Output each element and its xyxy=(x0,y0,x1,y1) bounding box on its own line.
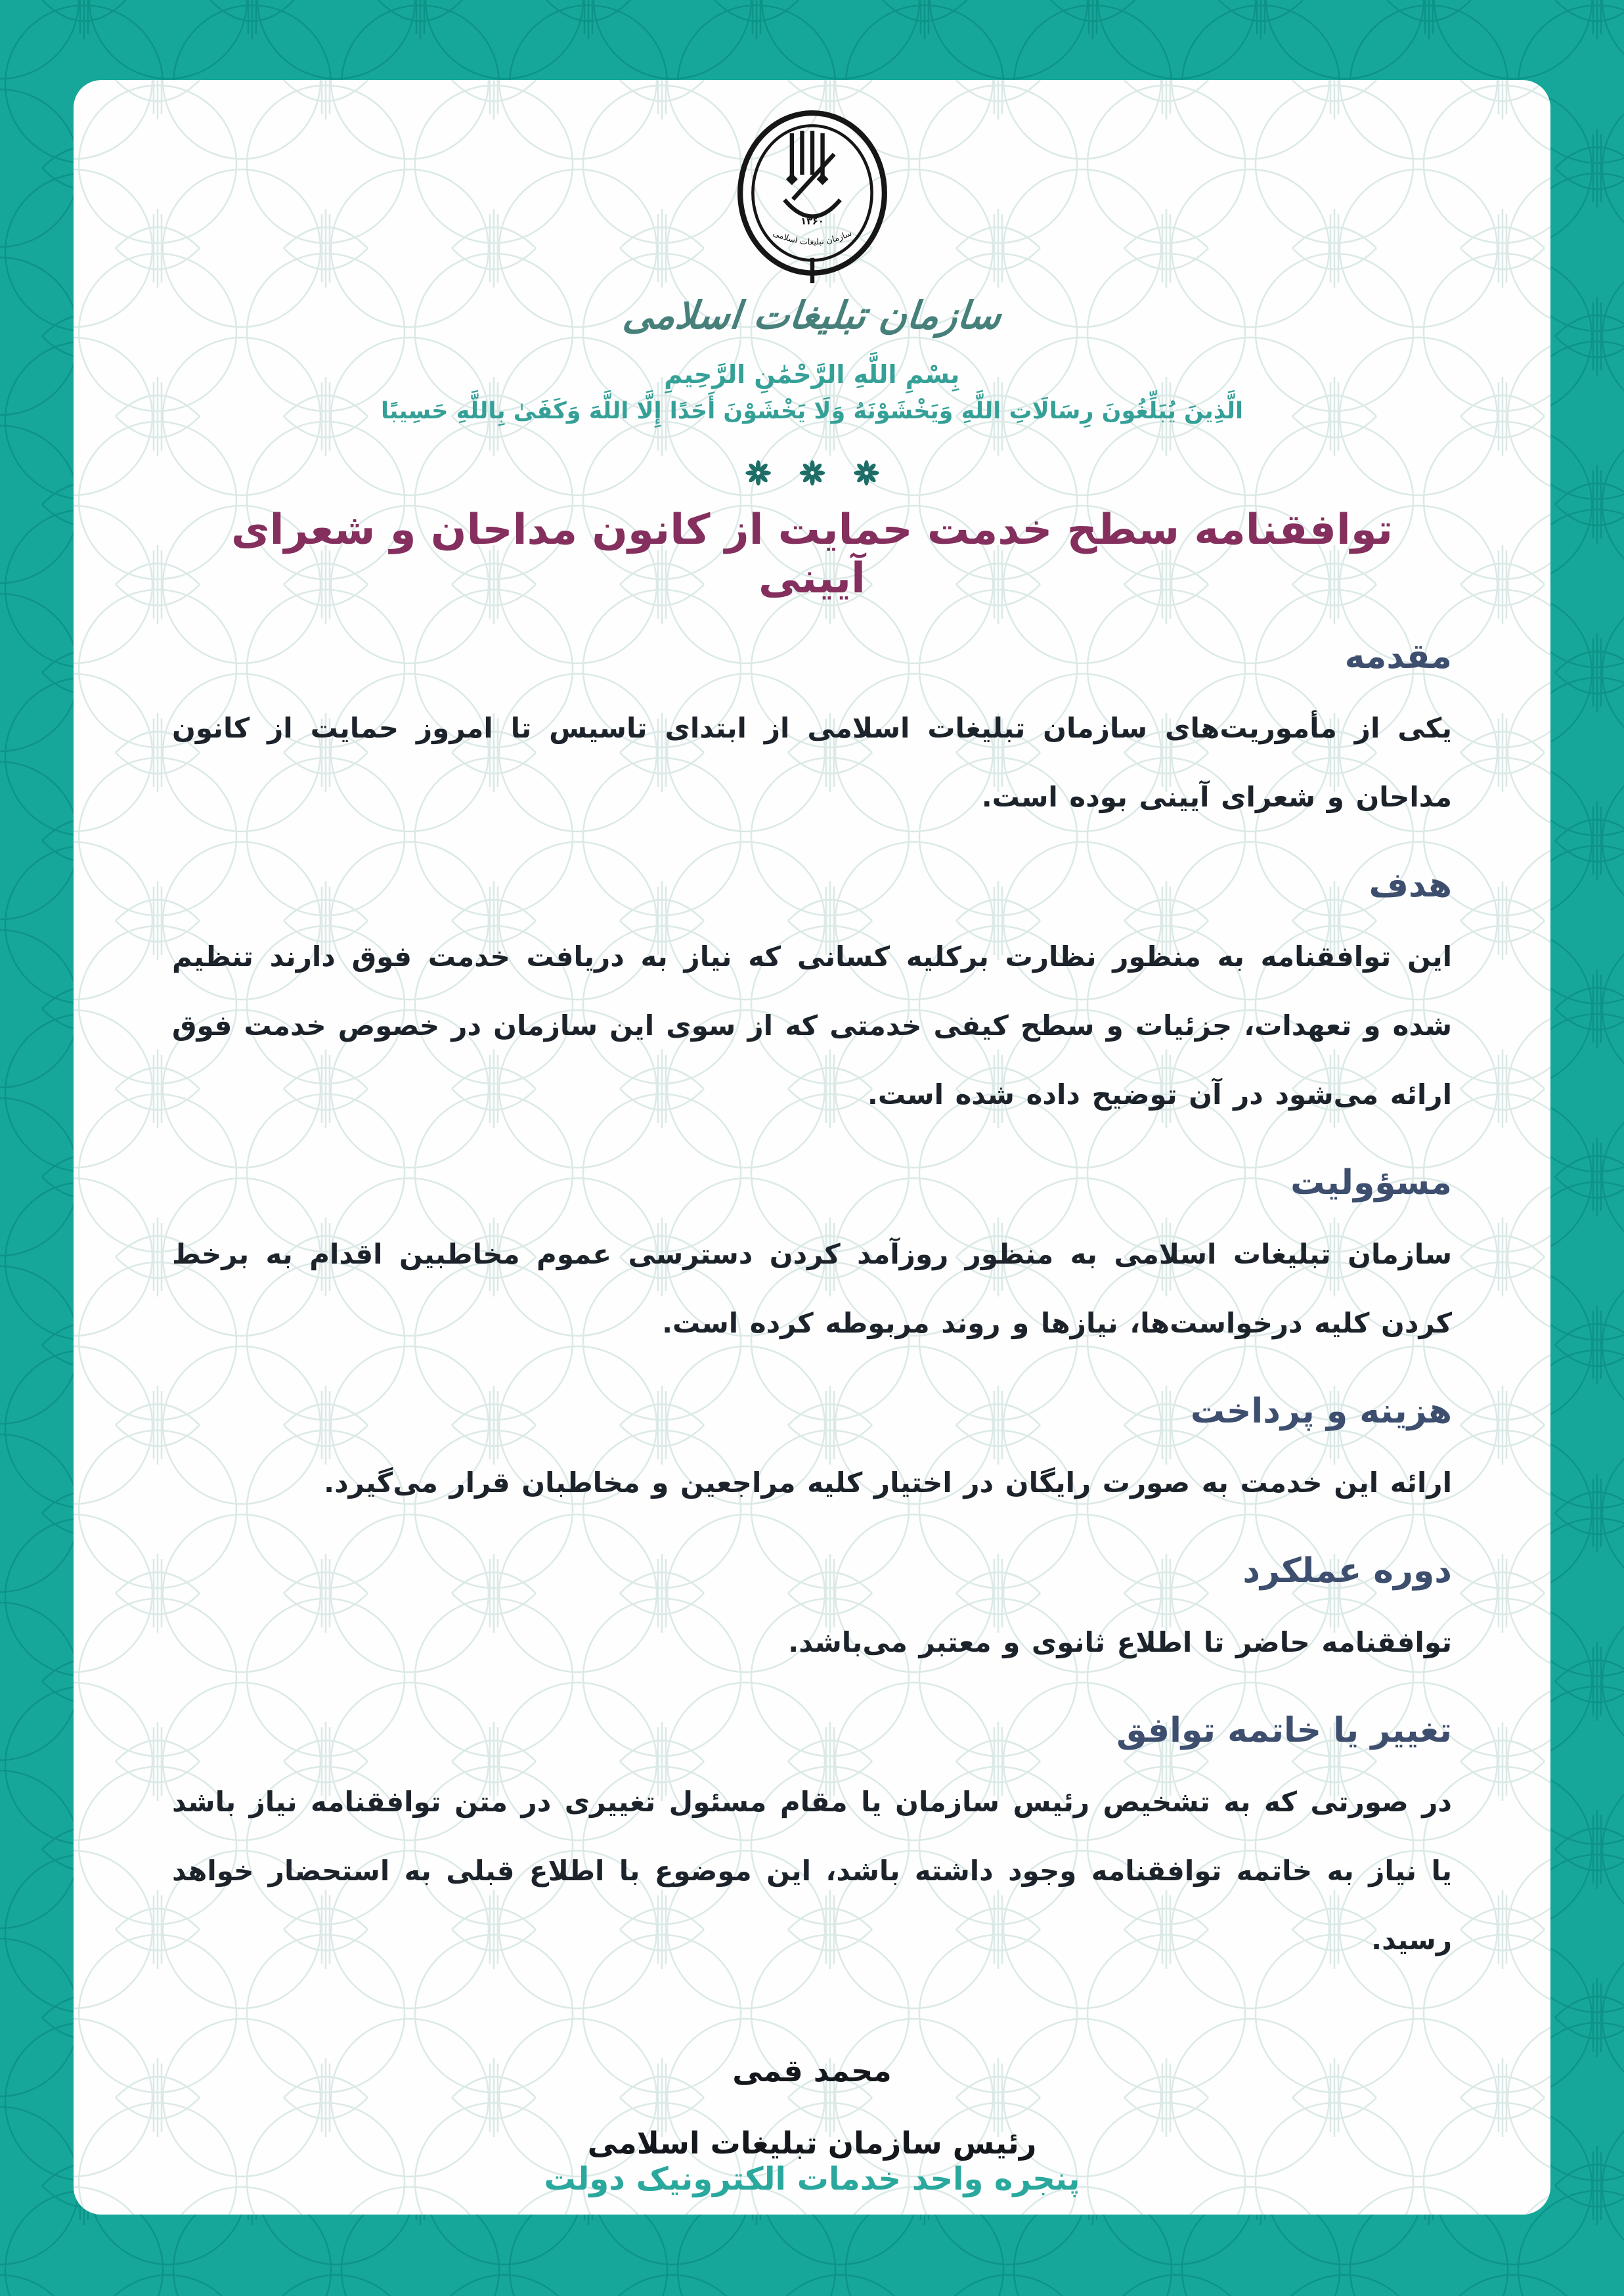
section-heading: هدف xyxy=(1369,866,1452,905)
section-moghaddameh xyxy=(172,637,1452,831)
section-doreh xyxy=(172,1551,1452,1677)
section-hadaf xyxy=(172,866,1452,1129)
quran-verse-text: الَّذِينَ يُبَلِّغُونَ رِسَالَاتِ اللَّهِ وَيَخْشَوْنَهُ وَلَا يَخْشَوْنَ أَحَدًا إِلَّا اللَّهَ وَكَفَىٰ بِاللَّهِ حَسِيبًا xyxy=(380,397,1244,424)
logo-arc-text: سازمان تبلیغات اسلامی xyxy=(770,228,854,248)
section-taghir xyxy=(172,1711,1452,1974)
signatory-role: رئیس سازمان تبلیغات اسلامی xyxy=(587,2125,1037,2161)
signatory-block xyxy=(588,2053,1037,2161)
section-hazineh xyxy=(172,1392,1452,1517)
logo-year: ۱۳۶۰ xyxy=(800,215,824,227)
section-heading: تغییر یا خاتمه توافق xyxy=(1116,1711,1452,1750)
section-body: در صورتی که به تشخیص رئیس سازمان یا مقام مسئول تغییری در متن توافقنامه نیاز باشد یا نیاز به خاتمه توافقنامه وجود داشته باشد، این موضوع با اطلاع قبلی به استحضار خواهد رسید. xyxy=(172,1786,1452,1956)
section-heading: مقدمه xyxy=(1344,637,1452,676)
section-masouliat xyxy=(172,1163,1452,1358)
signatory-name: محمد قمی xyxy=(732,2053,892,2088)
islamic-propagation-organization-logo-icon xyxy=(717,100,908,286)
gov-eservices-window-logotype: پنجره واحد خدمات الکترونیک دولت xyxy=(544,2161,1080,2197)
section-body: یکی از مأموریت‌های سازمان تبلیغات اسلامی از ابتدای تاسیس تا امروز حمایت از کانون مداحان و شعرای آیینی بوده است. xyxy=(172,712,1452,813)
section-heading: مسؤولیت xyxy=(1290,1163,1452,1203)
section-heading: هزینه و پرداخت xyxy=(1190,1392,1452,1431)
document-card xyxy=(74,80,1550,2215)
document-title: توافقنامه سطح خدمت حمایت از کانون مداحان و شعرای آیینی xyxy=(231,506,1393,603)
section-heading: دوره عملکرد xyxy=(1242,1551,1452,1591)
flower-asterisks-icon xyxy=(724,460,901,486)
organization-calligraphy: سازمان تبلیغات اسلامی xyxy=(621,292,1003,338)
section-body: توافقنامه حاضر تا اطلاع ثانوی و معتبر می‌باشد. xyxy=(788,1626,1452,1658)
section-body: این توافقنامه به منظور نظارت برکلیه کسانی که نیاز به دریافت خدمت فوق دارند تنظیم شده و تعهدات، جزئیات و سطح کیفی خدمتی که از سوی این سازمان در خصوص خدمت فوق ارائه می‌شود در آن توضیح داده شده است. xyxy=(172,940,1452,1111)
bismillah-text: بِسْمِ اللَّهِ الرَّحْمَٰنِ الرَّحِيمِ xyxy=(664,359,960,389)
section-body: ارائه این خدمت به صورت رایگان در اختیار کلیه مراجعین و مخاطبان قرار می‌گیرد. xyxy=(324,1467,1452,1499)
section-body: سازمان تبلیغات اسلامی به منظور روزآمد کردن دسترسی عموم مخاطبین اقدام به برخط کردن کلیه درخواست‌ها، نیازها و روند مربوطه کرده است. xyxy=(172,1238,1452,1339)
sections-container xyxy=(172,603,1452,1974)
